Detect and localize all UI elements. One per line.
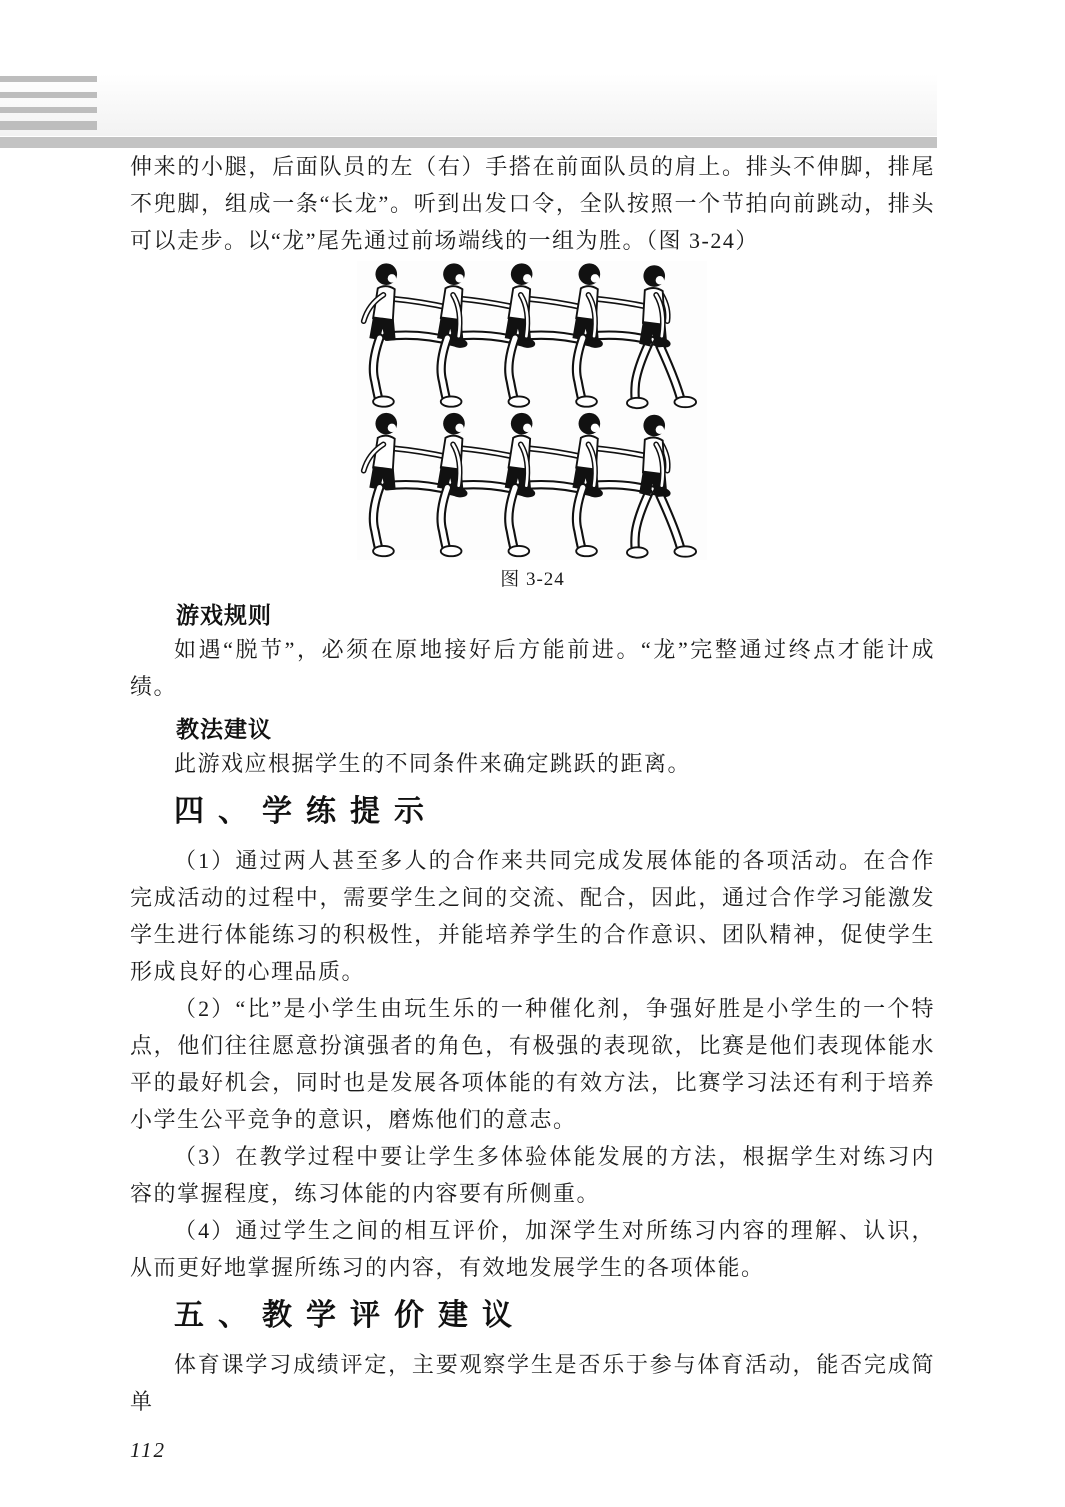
learning-tip-item-4: （4）通过学生之间的相互评价，加深学生对所练习内容的理解、认识，从而更好地掌握所练习的内容，有效地发展学生的各项体能。 <box>130 1218 935 1280</box>
header-bar-decoration <box>0 121 97 130</box>
teaching-advice-heading: 教法建议 <box>176 716 272 742</box>
game-rules-text: 如遇“脱节”，必须在原地接好后方能前进。“龙”完整通过终点才能计成绩。 <box>130 637 935 699</box>
figure-3-24 <box>357 261 709 591</box>
game-rules-heading: 游戏规则 <box>176 602 272 628</box>
learning-tip-item-3: （3）在教学过程中要让学生多体验体能发展的方法，根据学生对练习内容的掌握程度，练习体能的内容要有所侧重。 <box>130 1144 935 1206</box>
header-rule-bar <box>0 137 937 148</box>
section-title-five: 五、教学评价建议 <box>174 1299 526 1332</box>
teaching-advice-text: 此游戏应根据学生的不同条件来确定跳跃的距离。 <box>174 751 692 776</box>
intro-paragraph: 伸来的小腿，后面队员的左（右）手搭在前面队员的肩上。排头不伸脚，排尾不兜脚，组成一条“长龙”。听到出发口令，全队按照一个节拍向前跳动，排头可以走步。以“龙”尾先通过前场端线的一组为胜。（图 3-24） <box>130 154 935 253</box>
learning-tip-item-1: （1）通过两人甚至多人的合作来共同完成发展体能的各项活动。在合作完成活动的过程中，需要学生之间的交流、配合，因此，通过合作学习能激发学生进行体能练习的积极性，并能培养学生的合作意识、团队精神，促使学生形成良好的心理品质。 <box>130 848 935 984</box>
header-gradient-strip <box>0 74 937 136</box>
header-bar-decoration <box>0 76 97 82</box>
header-bar-decoration <box>0 107 97 113</box>
section-title-four: 四、学练提示 <box>174 795 438 828</box>
page-number: 112 <box>130 1438 166 1462</box>
figure-caption: 图 3-24 <box>500 569 565 590</box>
page-content <box>0 148 1065 1463</box>
evaluation-paragraph: 体育课学习成绩评定，主要观察学生是否乐于参与体育活动，能否完成简单 <box>130 1352 935 1414</box>
learning-tip-item-2: （2）“比”是小学生由玩生乐的一种催化剂，争强好胜是小学生的一个特点，他们往往愿意扮演强者的角色，有极强的表现欲，比赛是他们表现体能水平的最好机会，同时也是发展各项体能的有效方法，比赛学习法还有利于培养小学生公平竞争的意识，磨炼他们的意志。 <box>130 996 935 1132</box>
dragon-game-illustration <box>357 261 707 560</box>
header-bar-decoration <box>0 92 97 98</box>
